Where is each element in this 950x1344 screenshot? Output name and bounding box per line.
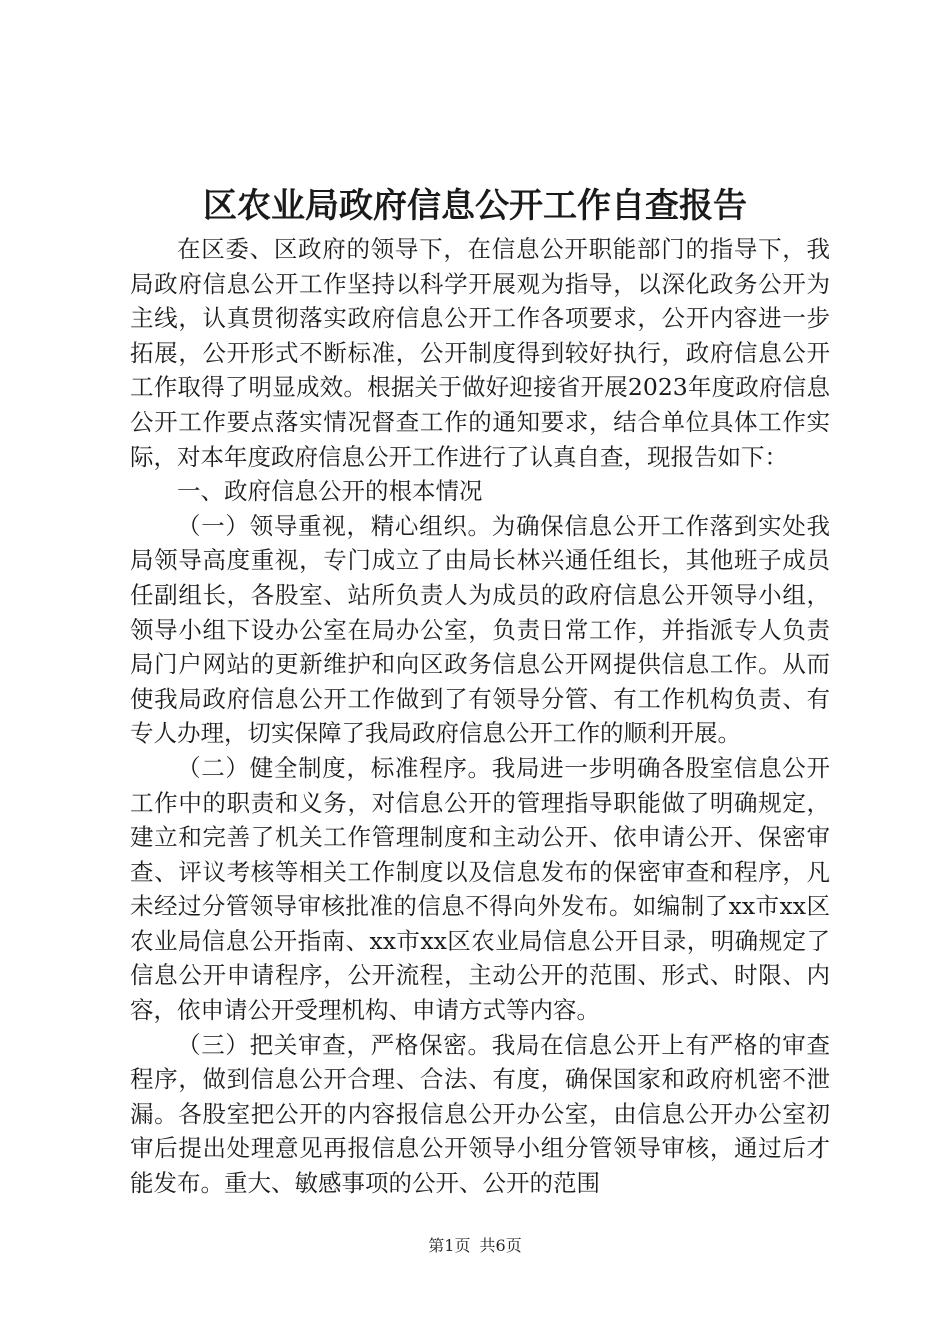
document-body: [130, 232, 830, 1201]
page-total: 共6页: [479, 1236, 522, 1255]
paragraph-intro: 在区委、区政府的领导下，在信息公开职能部门的指导下，我局政府信息公开工作坚持以科学开展观为指导，以深化政务公开为主线，认真贯彻落实政府信息公开工作各项要求，公开内容进一步拓展，公开形式不断标准，公开制度得到较好执行，政府信息公开工作取得了明显成效。根据关于做好迎接省开展2023年度政府信息公开工作要点落实情况督查工作的通知要求，结合单位具体工作实际，对本年度政府信息公开工作进行了认真自查，现报告如下：: [130, 235, 830, 471]
paragraph-leadership: （一）领导重视，精心组织。为确保信息公开工作落到实处我局领导高度重视，专门成立了由局长林兴通任组长，其他班子成员任副组长，各股室、站所负责人为成员的政府信息公开领导小组，领导小组下设办公室在局办公室，负责日常工作，并指派专人负责局门户网站的更新维护和向区政务信息公开网提供信息工作。从而使我局政府信息公开工作做到了有领导分管、有工作机构负责、有专人办理，切实保障了我局政府信息公开工作的顺利开展。: [130, 511, 830, 748]
page-footer: [0, 1236, 950, 1256]
paragraph-system: （二）健全制度，标准程序。我局进一步明确各股室信息公开工作中的职责和义务，对信息公开的管理指导职能做了明确规定，建立和完善了机关工作管理制度和主动公开、依申请公开、保密审查、评议考核等相关工作制度以及信息发布的保密审查和程序，凡未经过分管领导审核批准的信息不得向外发布。如编制了xx市xx区农业局信息公开指南、xx市xx区农业局信息公开目录，明确规定了信息公开申请程序，公开流程，主动公开的范围、形式、时限、内容，依申请公开受理机构、申请方式等内容。: [130, 753, 830, 1025]
document-title: 区农业局政府信息公开工作自查报告: [203, 186, 747, 226]
paragraph-review: （三）把关审查，严格保密。我局在信息公开上有严格的审查程序，做到信息公开合理、合法、有度，确保国家和政府机密不泄漏。各股室把公开的内容报信息公开办公室，由信息公开办公室初审后提出处理意见再报信息公开领导小组分管领导审核，通过后才能发布。重大、敏感事项的公开、公开的范围: [130, 1030, 830, 1198]
page-number: 第1页: [428, 1236, 471, 1255]
section-heading: 一、政府信息公开的根本情况: [177, 477, 483, 506]
